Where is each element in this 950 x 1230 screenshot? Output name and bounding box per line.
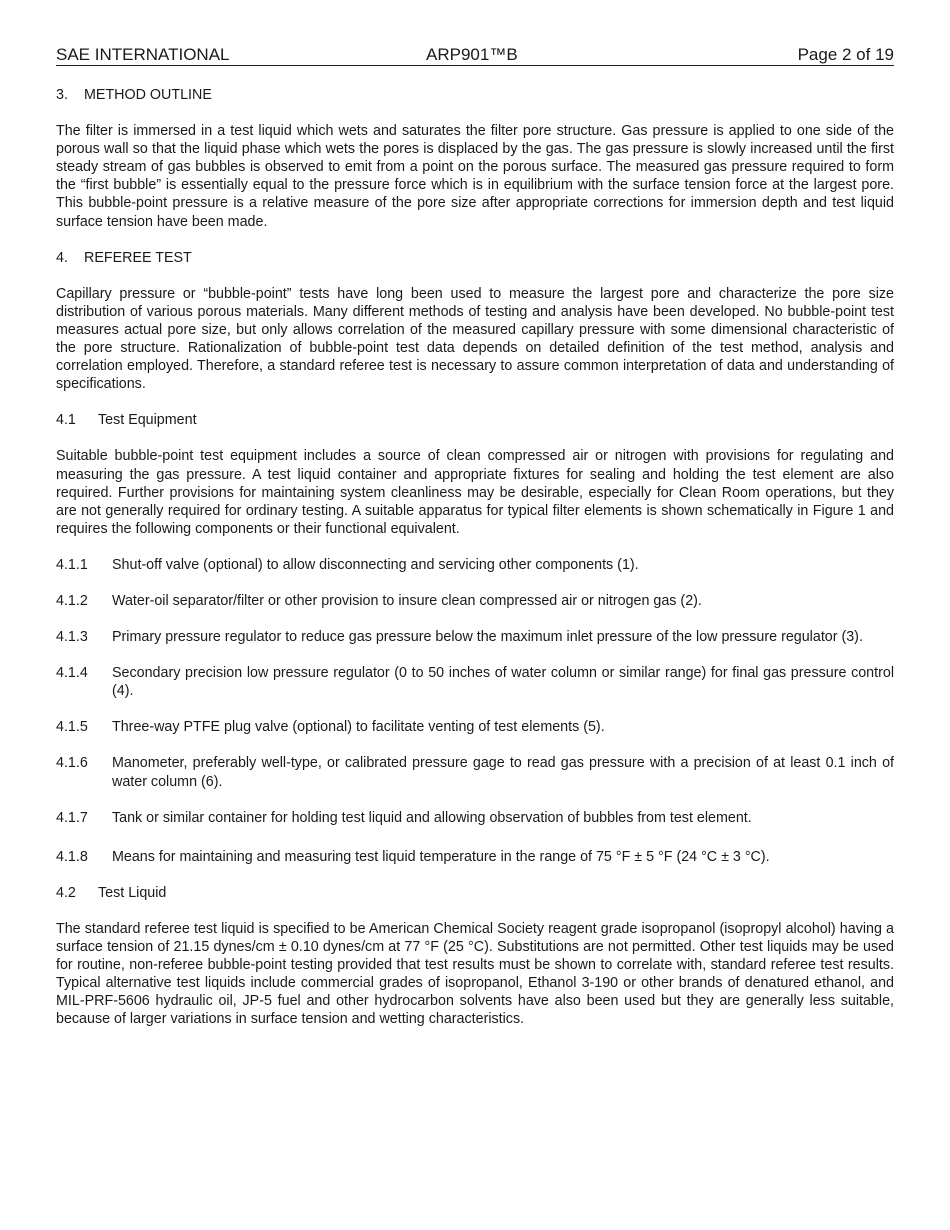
item-number: 4.1.8 [56,848,88,865]
item-number: 4.1.3 [56,629,88,646]
list-item [56,809,894,827]
item-text: Water-oil separator/filter or other provision to insure clean compressed air or nitrogen gas (2). [112,592,702,609]
section-number: 4.1 [56,412,76,429]
list-item [56,592,894,610]
list-item [56,628,894,646]
page-header [56,45,894,66]
section-4-1-heading [56,411,894,429]
list-item [56,556,894,574]
item-text: Manometer, preferably well-type, or calibrated pressure gage to read gas pressure with a precision of at least 0.1 inch of water column (6). [112,755,894,790]
item-text: Means for maintaining and measuring test liquid temperature in the range of 75 °F ± 5 °F (24 °C ± 3 °C). [112,848,770,865]
item-number: 4.1.7 [56,809,88,826]
item-text: Shut-off valve (optional) to allow disconnecting and servicing other components (1). [112,556,639,573]
list-item [56,754,894,790]
section-title: REFEREE TEST [84,249,192,266]
section-3-paragraph: The filter is immersed in a test liquid which wets and saturates the filter pore structure. Gas pressure is applied to one side of the porous wall so that the liquid phase which wets the pores is displaced by the gas. The gas pressure is slowly increased until the first steady stream of gas bubbles is observed to emit from a point on the porous surface. The measured gas pressure required to form the “first bubble” is essentially equal to the pressure force which is in equilibrium with the surface tension force at the largest pore. This bubble-point pressure is a relative measure of the pore size after appropriate corrections for immersion depth and test liquid surface tension have been made. [56,123,894,230]
item-text: Tank or similar container for holding test liquid and allowing observation of bubbles from test element. [112,809,752,826]
section-4-paragraph: Capillary pressure or “bubble-point” tests have long been used to measure the largest pore and characterize the pore size distribution of various porous materials. Many different methods of testing and analysis have been developed. No bubble-point test measures actual pore size, but only allows correlation of the measured capillary pressure with some dimensional characteristic of the pore structure. Rationalization of bubble-point test data depends on detailed definition of the test method, analysis and correlation employed. Therefore, a standard referee test is necessary to assure common interpretation of data and understanding of specifications. [56,285,894,393]
item-number: 4.1.1 [56,556,88,573]
header-doc-id: ARP901™B [426,45,518,64]
section-4-2-heading [56,884,894,902]
item-number: 4.1.2 [56,592,88,609]
header-page-number: Page 2 of 19 [797,45,894,64]
section-number: 4.2 [56,884,76,901]
section-title: Test Equipment [98,412,197,429]
list-item [56,664,894,700]
document-body [56,86,894,1028]
header-org: SAE INTERNATIONAL [56,45,230,64]
item-number: 4.1.5 [56,719,88,736]
section-title: METHOD OUTLINE [84,87,212,103]
list-item [56,718,894,736]
item-number: 4.1.4 [56,665,88,682]
item-text: Secondary precision low pressure regulator (0 to 50 inches of water column or similar range) for final gas pressure control (4). [112,665,894,700]
document-page [56,45,894,1028]
section-title: Test Liquid [98,884,167,901]
item-text: Primary pressure regulator to reduce gas pressure below the maximum inlet pressure of the low pressure regulator (3). [112,629,863,646]
section-number: 3. [56,87,68,103]
section-3-heading [56,86,894,104]
section-4-2-paragraph: The standard referee test liquid is specified to be American Chemical Society reagent grade isopropanol (isopropyl alcohol) having a surface tension of 21.15 dynes/cm ± 0.10 dynes/cm at 77 °F (25 °C). Substitutions are not permitted. Other test liquids may be used for routine, non-referee bubble-point testing provided that test results must be shown to correlate with, standard referee test results. Typical alternative test liquids include commercial grades of isopropanol, Ethanol 3-190 or other brands of denatured ethanol, and MIL-PRF-5606 hydraulic oil, JP-5 fuel and other hydrocarbon solvents have also been used but they are generally less suitable, because of larger variations in surface tension and wetting characteristics. [56,920,894,1028]
item-number: 4.1.6 [56,755,88,772]
item-text: Three-way PTFE plug valve (optional) to facilitate venting of test elements (5). [112,719,605,736]
section-number: 4. [56,249,68,266]
section-4-heading [56,249,894,267]
section-4-1-paragraph: Suitable bubble-point test equipment includes a source of clean compressed air or nitrogen with provisions for regulating and measuring the gas pressure. A test liquid container and appropriate fixtures for sealing and holding the test element are also required. Further provisions for maintaining system cleanliness may be desirable, especially for Clean Room operations, but they are not generally required for ordinary testing. A suitable apparatus for typical filter elements is shown schematically in Figure 1 and requires the following components or their functional equivalent. [56,448,894,537]
list-item [56,848,894,866]
